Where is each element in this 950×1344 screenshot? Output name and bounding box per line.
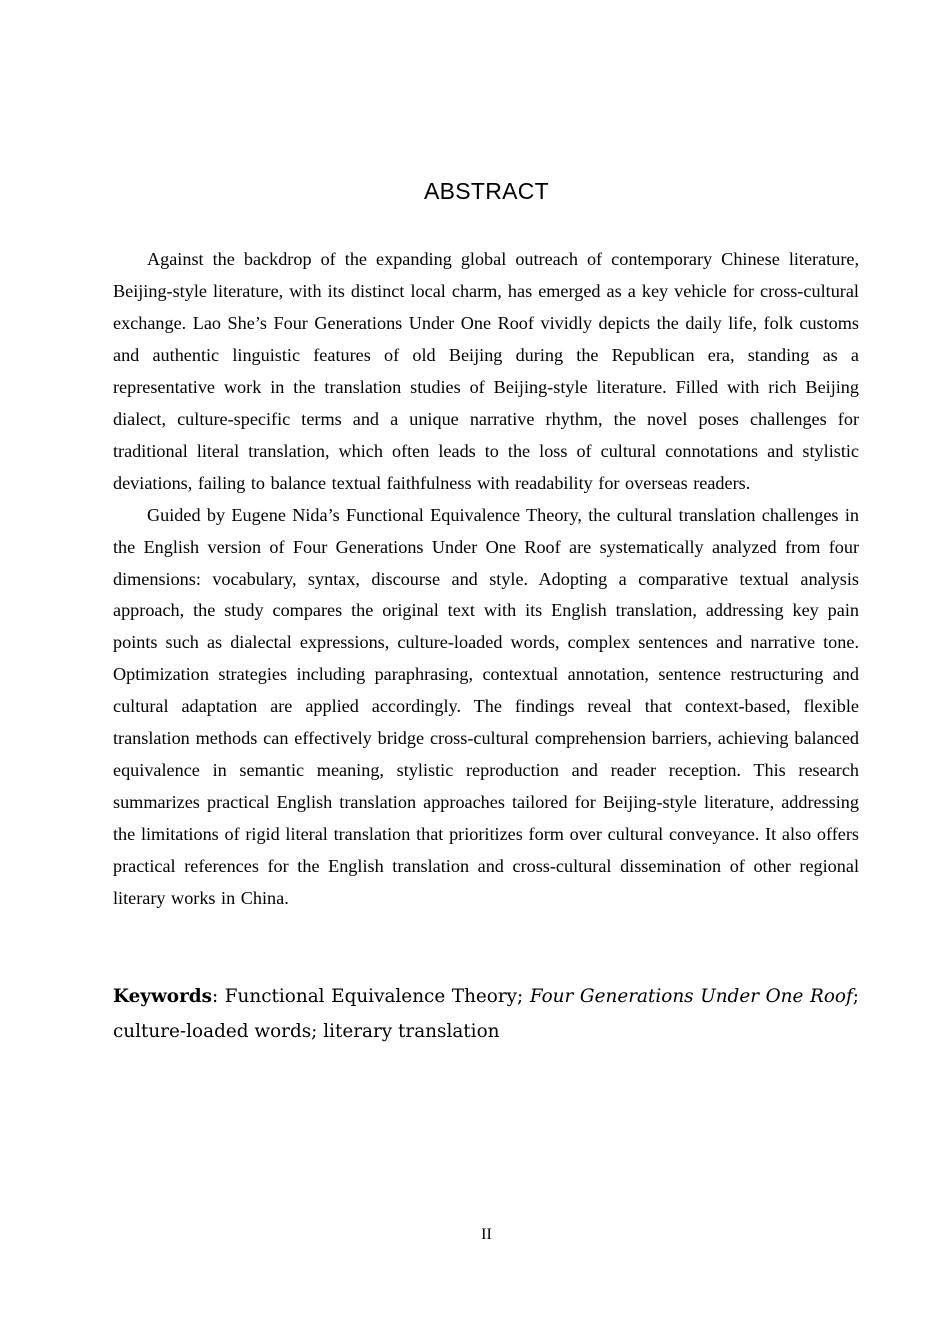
keyword-terms-rest: ; culture-loaded words; literary translation xyxy=(113,986,859,1042)
abstract-body xyxy=(113,244,859,915)
abstract-paragraph-1: Against the backdrop of the expanding global outreach of contemporary Chinese literature, Beijing-style literature, with its distinct local charm, has emerged as a key vehicle for cross-cultural exchange. Lao She’s Four Generations Under One Roof vividly depicts the daily life, folk customs and authentic linguistic features of old Beijing during the Republican era, standing as a representative work in the translation studies of Beijing-style literature. Filled with rich Beijing dialect, culture-specific terms and a unique narrative rhythm, the novel poses challenges for traditional literal translation, which often leads to the loss of cultural connotations and stylistic deviations, failing to balance textual faithfulness with readability for overseas readers. xyxy=(113,249,859,493)
page-number: II xyxy=(481,1226,492,1243)
keywords-line xyxy=(113,980,859,1049)
abstract-title: ABSTRACT xyxy=(423,178,550,204)
keywords-label: Keywords xyxy=(113,986,212,1007)
keyword-term-2: Four Generations Under One Roof xyxy=(529,986,853,1007)
keywords-separator: : xyxy=(211,986,225,1007)
abstract-paragraph-2: Guided by Eugene Nida’s Functional Equivalence Theory, the cultural translation challenges in the English version of Four Generations Under One Roof are systematically analyzed from four dimensions: vocabulary, syntax, discourse and style. Adopting a comparative textual analysis approach, the study compares the original text with its English translation, addressing key pain points such as dialectal expressions, culture-loaded words, complex sentences and narrative tone. Optimization strategies including paraphrasing, contextual annotation, sentence restructuring and cultural adaptation are applied accordingly. The findings reveal that context-based, flexible translation methods can effectively bridge cross-cultural comprehension barriers, achieving balanced equivalence in semantic meaning, stylistic reproduction and reader reception. This research summarizes practical English translation approaches tailored for Beijing-style literature, addressing the limitations of rigid literal translation that prioritizes form over cultural conveyance. It also offers practical references for the English translation and cross-cultural dissemination of other regional literary works in China. xyxy=(113,504,859,909)
keyword-term-1: Functional Equivalence Theory; xyxy=(224,986,530,1007)
